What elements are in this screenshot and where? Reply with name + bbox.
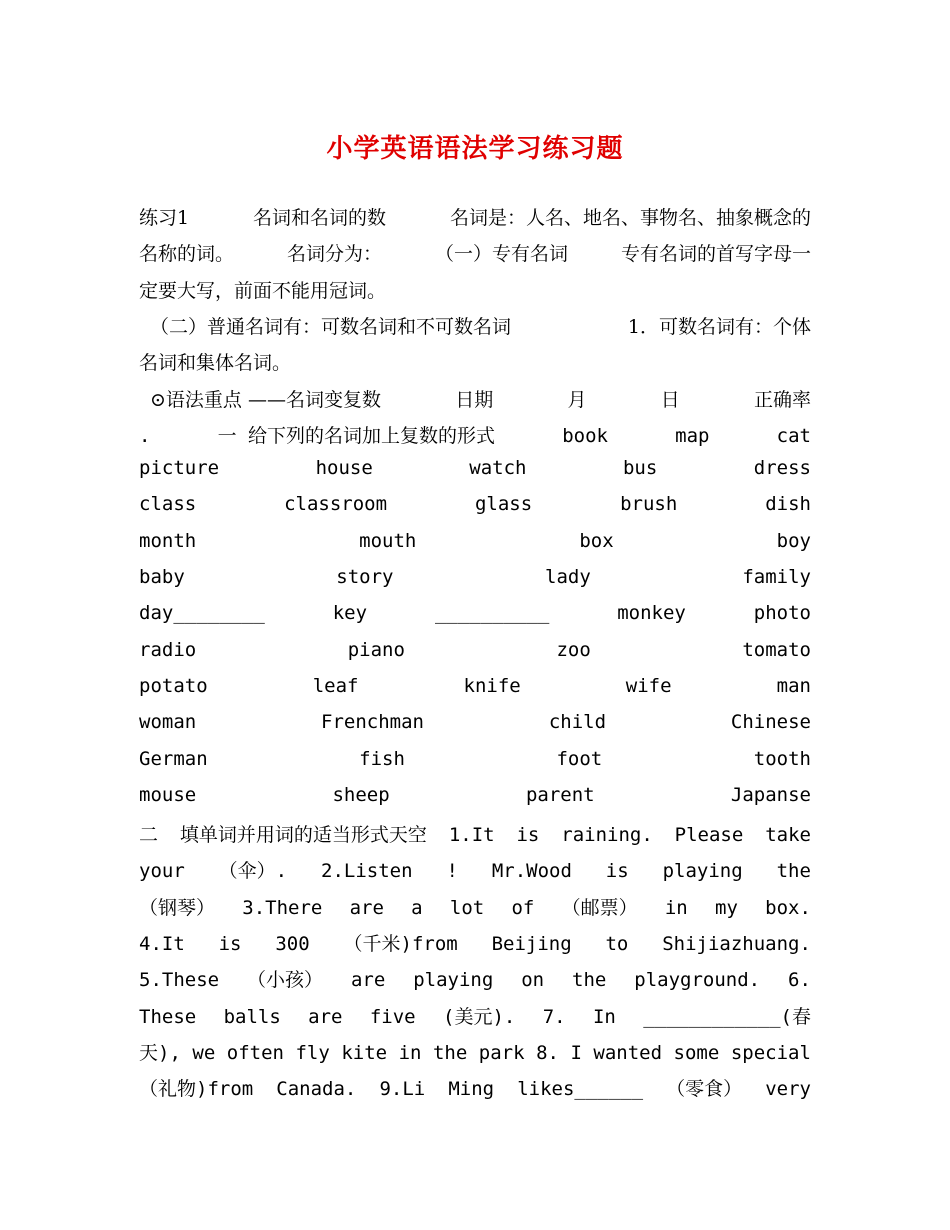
text-token: monkey (617, 602, 686, 625)
text-token: 3.There (242, 896, 323, 919)
text-token: boy (776, 529, 811, 552)
text-token: 练习1 (139, 207, 190, 229)
text-token: take (765, 824, 811, 847)
text-line (139, 675, 811, 705)
text-token: day________ (139, 602, 265, 625)
text-token: raining. (561, 824, 653, 847)
text-token: （千米)from (343, 933, 458, 955)
text-line (139, 1002, 811, 1032)
text-token: __________ (434, 602, 550, 625)
text-token: kite (341, 1041, 388, 1064)
text-token: In (592, 1005, 616, 1028)
text-token: 4.It (139, 933, 185, 955)
text-token: map (675, 424, 710, 447)
text-token: Chinese (730, 711, 811, 734)
text-token: Japanse (730, 783, 811, 806)
text-token: park (478, 1041, 525, 1064)
text-token: lot (449, 896, 485, 919)
text-token: playing (662, 860, 743, 883)
text-line (139, 348, 811, 378)
text-line (139, 893, 811, 923)
text-line (139, 421, 811, 451)
text-token: tooth (753, 747, 811, 770)
text-token: ⊙语法重点 ——名词变复数 (150, 388, 381, 411)
text-token: very (765, 1078, 811, 1101)
text-token: Beijing (491, 933, 572, 955)
text-token: on (521, 969, 545, 992)
text-token: brush (620, 493, 678, 516)
text-line (139, 965, 811, 995)
text-token: 月 (567, 388, 587, 411)
text-token: your (139, 860, 185, 883)
text-token: the (432, 1041, 468, 1064)
text-line (150, 385, 811, 415)
text-token: 专有名词的首写字母一 (620, 243, 811, 266)
text-token: Mr.Wood (491, 860, 572, 883)
text-token: the (776, 860, 811, 883)
text-token: （礼物)from (139, 1078, 254, 1101)
text-token: cat (776, 424, 811, 447)
text-token: wife (625, 674, 672, 697)
text-token: special (730, 1041, 811, 1064)
text-token: wanted (593, 1041, 663, 1064)
text-token: 8. (536, 1041, 559, 1064)
text-token: 定要大写，前面不能用冠词。 (139, 279, 387, 302)
text-token: 9.Li (379, 1078, 426, 1101)
text-token: （小孩） (247, 969, 324, 992)
text-line (139, 566, 811, 596)
text-token: fish (359, 747, 405, 770)
text-token: we (192, 1041, 216, 1064)
text-token: ! (446, 860, 458, 883)
text-token: playing (413, 969, 494, 992)
text-token: 1．可数名词有：个体 (627, 315, 811, 338)
text-token: bus (622, 457, 658, 480)
text-token: is (605, 860, 629, 883)
text-token: 二 (139, 824, 159, 847)
text-token: 天), (139, 1041, 181, 1064)
text-token: woman (139, 711, 197, 734)
text-token: 名词和名词的数 (253, 207, 387, 229)
text-token: (美元). (443, 1005, 516, 1028)
text-token: knife (463, 674, 521, 697)
text-token: potato (139, 674, 208, 697)
text-token: dish (765, 493, 811, 516)
text-token: are (308, 1005, 343, 1028)
text-token: （二）普通名词有：可数名词和不可数名词 (150, 315, 512, 338)
text-token: Shijiazhuang. (662, 933, 811, 955)
text-token: 1.It (448, 824, 495, 847)
text-token: （钢琴） (139, 896, 216, 919)
text-token: baby (139, 566, 185, 588)
text-token: box. (765, 896, 811, 919)
text-line (139, 711, 811, 741)
text-line (139, 1038, 811, 1068)
text-token: parent (525, 783, 595, 806)
text-line (139, 493, 811, 523)
text-token: 名词和集体名词。 (139, 352, 292, 375)
text-token: often (226, 1041, 284, 1064)
text-token: 名词是：人名、地名、事物名、抽象概念的 (449, 207, 811, 229)
text-token: （一）专有名词 (434, 243, 568, 266)
text-token: classroom (284, 493, 388, 516)
text-token: the (572, 969, 607, 992)
text-token: 2.Listen (321, 860, 413, 883)
text-token: 日期 (455, 388, 494, 411)
text-token: （伞）. (218, 860, 288, 883)
text-token: month (139, 529, 197, 552)
text-token: 正确率 (753, 388, 811, 411)
text-line (139, 856, 811, 886)
text-token: class (139, 493, 197, 516)
text-token: ____________(春 (643, 1005, 811, 1028)
text-token: 6. (788, 969, 811, 992)
text-line (150, 312, 811, 342)
text-token: . (139, 424, 151, 447)
text-token: my (715, 896, 738, 919)
text-token: family (742, 566, 811, 588)
text-line (139, 820, 811, 850)
text-token: Canada. (276, 1078, 357, 1101)
text-token: mouse (139, 783, 197, 806)
text-token: is (218, 933, 242, 955)
text-token: （零食） (666, 1078, 743, 1101)
text-token: are (349, 896, 384, 919)
text-token: likes______ (517, 1078, 644, 1101)
text-line (139, 784, 811, 814)
text-token: story (336, 566, 394, 588)
text-token: book (562, 424, 608, 447)
text-token: watch (469, 457, 527, 480)
text-token: I (570, 1041, 582, 1064)
text-token: photo (753, 602, 811, 625)
text-token: 名称的词。 (139, 243, 235, 266)
text-token: tomato (742, 638, 811, 661)
text-line (139, 530, 811, 560)
text-line (139, 457, 811, 487)
text-token: dress (753, 457, 811, 480)
text-token: fly (295, 1041, 330, 1064)
text-token: is (516, 824, 540, 847)
text-token: playground. (634, 969, 761, 992)
text-line (139, 1074, 811, 1104)
text-token: leaf (312, 674, 359, 697)
text-token: zoo (556, 638, 591, 661)
page-title: 小学英语语法学习练习题 (326, 134, 624, 164)
text-line (139, 639, 811, 669)
text-token: Please (674, 824, 744, 847)
text-token: Ming (448, 1078, 495, 1101)
text-token: radio (139, 638, 197, 661)
text-token: foot (556, 747, 603, 770)
text-line (139, 239, 811, 269)
text-token: 5.These (139, 969, 220, 992)
text-token: 7. (542, 1005, 566, 1028)
text-token: Frenchman (321, 711, 424, 734)
text-token: house (315, 457, 373, 480)
text-token: 一 给下列的名词加上复数的形式 (217, 424, 496, 447)
text-token: some (673, 1041, 720, 1064)
text-line (139, 203, 811, 233)
text-line (139, 276, 811, 306)
text-token: 名词分为： (286, 243, 382, 266)
text-line (139, 602, 811, 632)
text-token: are (350, 969, 386, 992)
text-token: five (369, 1005, 416, 1028)
text-token: to (605, 933, 629, 955)
text-token: man (776, 674, 811, 697)
text-token: a (411, 896, 423, 919)
text-token: picture (139, 457, 220, 480)
text-token: glass (474, 493, 533, 516)
text-token: in (398, 1041, 422, 1064)
text-token: 填单词并用词的适当形式天空 (179, 824, 427, 847)
text-line (139, 748, 811, 778)
text-token: sheep (332, 783, 390, 806)
text-token: in (664, 896, 688, 919)
text-token: 日 (660, 388, 680, 411)
text-token: lady (545, 566, 591, 588)
text-token: box (579, 529, 614, 552)
text-token: child (548, 711, 607, 734)
text-token: （邮票） (561, 896, 638, 919)
text-token: 300 (275, 933, 310, 955)
text-token: balls (223, 1005, 281, 1028)
text-token: These (139, 1005, 197, 1028)
text-token: key (332, 602, 368, 625)
text-token: of (511, 896, 535, 919)
text-line (139, 929, 811, 959)
text-token: German (139, 747, 208, 770)
text-token: mouth (359, 529, 417, 552)
text-token: piano (347, 638, 405, 661)
